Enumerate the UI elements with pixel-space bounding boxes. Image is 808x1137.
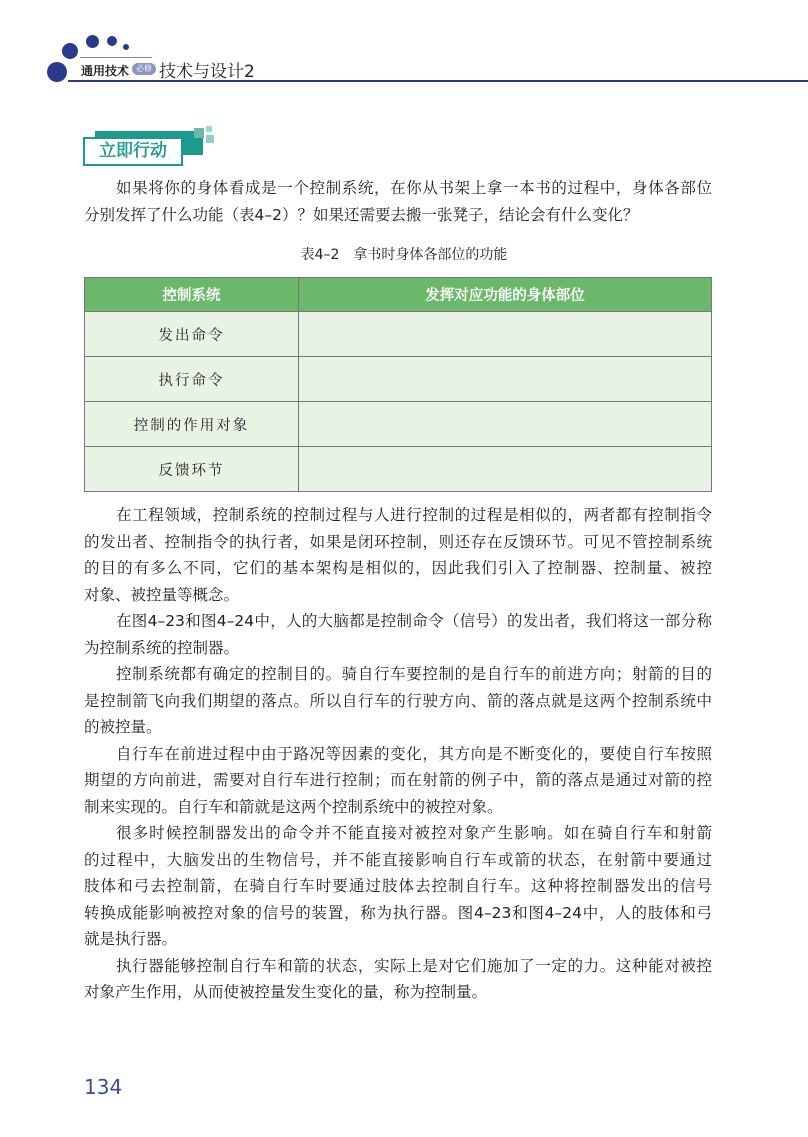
table-row [85, 402, 712, 447]
table-cell: 反馈环节 [85, 447, 299, 492]
text-line: 制来实现的。自行车和箭就是这两个控制系统中的被控对象。 [84, 797, 503, 816]
table-caption: 表4–2 拿书时身体各部位的功能 [300, 247, 508, 263]
intro-paragraph [84, 175, 712, 228]
text-line: 如果将你的身体看成是一个控制系统，在你从书架上拿一本书的过程中，身体各部位 [116, 179, 712, 197]
table-cell: 执行命令 [85, 357, 299, 402]
table-cell-blank[interactable] [299, 402, 712, 447]
decor-dot [107, 36, 117, 46]
paragraph [84, 175, 712, 228]
text-line: 期望的方向前进，需要对自行车进行控制；而在射箭的例子中，箭的落点是通过对箭的控 [84, 771, 712, 789]
text-line: 的发出者、控制指令的执行者，如果是闭环控制，则还存在反馈环节。可见不管控制系统 [84, 532, 712, 551]
table-row [85, 357, 712, 402]
paragraph [84, 953, 712, 1006]
text-line: 为控制系统的控制器。 [84, 638, 240, 657]
function-table [84, 277, 712, 492]
text-line: 对象、被控量等概念。 [84, 585, 240, 604]
table-header: 发挥对应功能的身体部位 [299, 278, 712, 312]
table-cell-blank[interactable] [299, 447, 712, 492]
required-badge: 必修 [132, 63, 156, 75]
paragraph [84, 608, 712, 661]
decor-dot [86, 35, 99, 48]
table-cell-blank[interactable] [299, 357, 712, 402]
text-line: 就是执行器。 [84, 930, 178, 948]
table-cell: 控制的作用对象 [85, 402, 299, 447]
header-rule-thin [80, 57, 152, 58]
decor-dot [47, 62, 67, 82]
text-line: 在图4–23和图4–24中，人的大脑都是控制命令（信号）的发出者，我们将这一部分称 [116, 612, 712, 630]
series-name: 通用技术 [81, 64, 130, 78]
text-line: 执行器能够控制自行车和箭的状态，实际上是对它们施加了一定的力。这种能对被控 [116, 956, 712, 975]
paragraph [84, 502, 712, 608]
text-line: 的被控量。 [84, 718, 162, 736]
table-row [85, 447, 712, 492]
activity-title: 立即行动 [83, 137, 183, 166]
decor-square [194, 128, 204, 138]
text-line: 的过程中，大脑发出的生物信号，并不能直接影响自行车或箭的状态，在射箭中要通过 [84, 850, 712, 869]
text-line: 的目的有多么不同，它们的基本架构是相似的，因此我们引入了控制器、控制量、被控 [84, 559, 712, 577]
text-line: 对象产生作用，从而使被控量发生变化的量，称为控制量。 [84, 983, 488, 1001]
text-line: 肢体和弓去控制箭，在骑自行车时要通过肢体去控制自行车。这种将控制器发出的信号 [84, 877, 712, 895]
text-line: 控制系统都有确定的控制目的。骑自行车要控制的是自行车的前进方向；射箭的目的 [116, 665, 712, 683]
decor-dot [123, 44, 129, 50]
paragraph [84, 741, 712, 821]
text-line: 很多时候控制器发出的命令并不能直接对被控对象产生影响。如在骑自行车和射箭 [116, 824, 712, 842]
text-line: 分别发挥了什么功能（表4–2）？如果还需要去搬一张凳子，结论会有什么变化？ [84, 205, 639, 224]
table-header: 控制系统 [85, 278, 299, 312]
paragraph [84, 820, 712, 953]
table-cell-blank[interactable] [299, 312, 712, 357]
decor-square [206, 135, 214, 143]
text-line: 在工程领域，控制系统的控制过程与人进行控制的过程是相似的，两者都有控制指令 [116, 506, 712, 524]
page-number: 134 [84, 1075, 123, 1099]
decor-square [206, 126, 212, 132]
text-line: 转换成能影响被控对象的信号的装置，称为执行器。图4–23和图4–24中，人的肢体和弓 [84, 903, 712, 922]
text-line: 是控制箭飞向我们期望的落点。所以自行车的行驶方向、箭的落点就是这两个控制系统中 [84, 691, 712, 710]
decor-dot [62, 43, 78, 59]
paragraph [84, 661, 712, 741]
book-title: 技术与设计2 [159, 62, 255, 82]
body-text [84, 502, 712, 1006]
table-row [85, 312, 712, 357]
text-line: 自行车在前进过程中由于路况等因素的变化，其方向是不断变化的，要使自行车按照 [116, 744, 712, 763]
table-cell: 发出命令 [85, 312, 299, 357]
